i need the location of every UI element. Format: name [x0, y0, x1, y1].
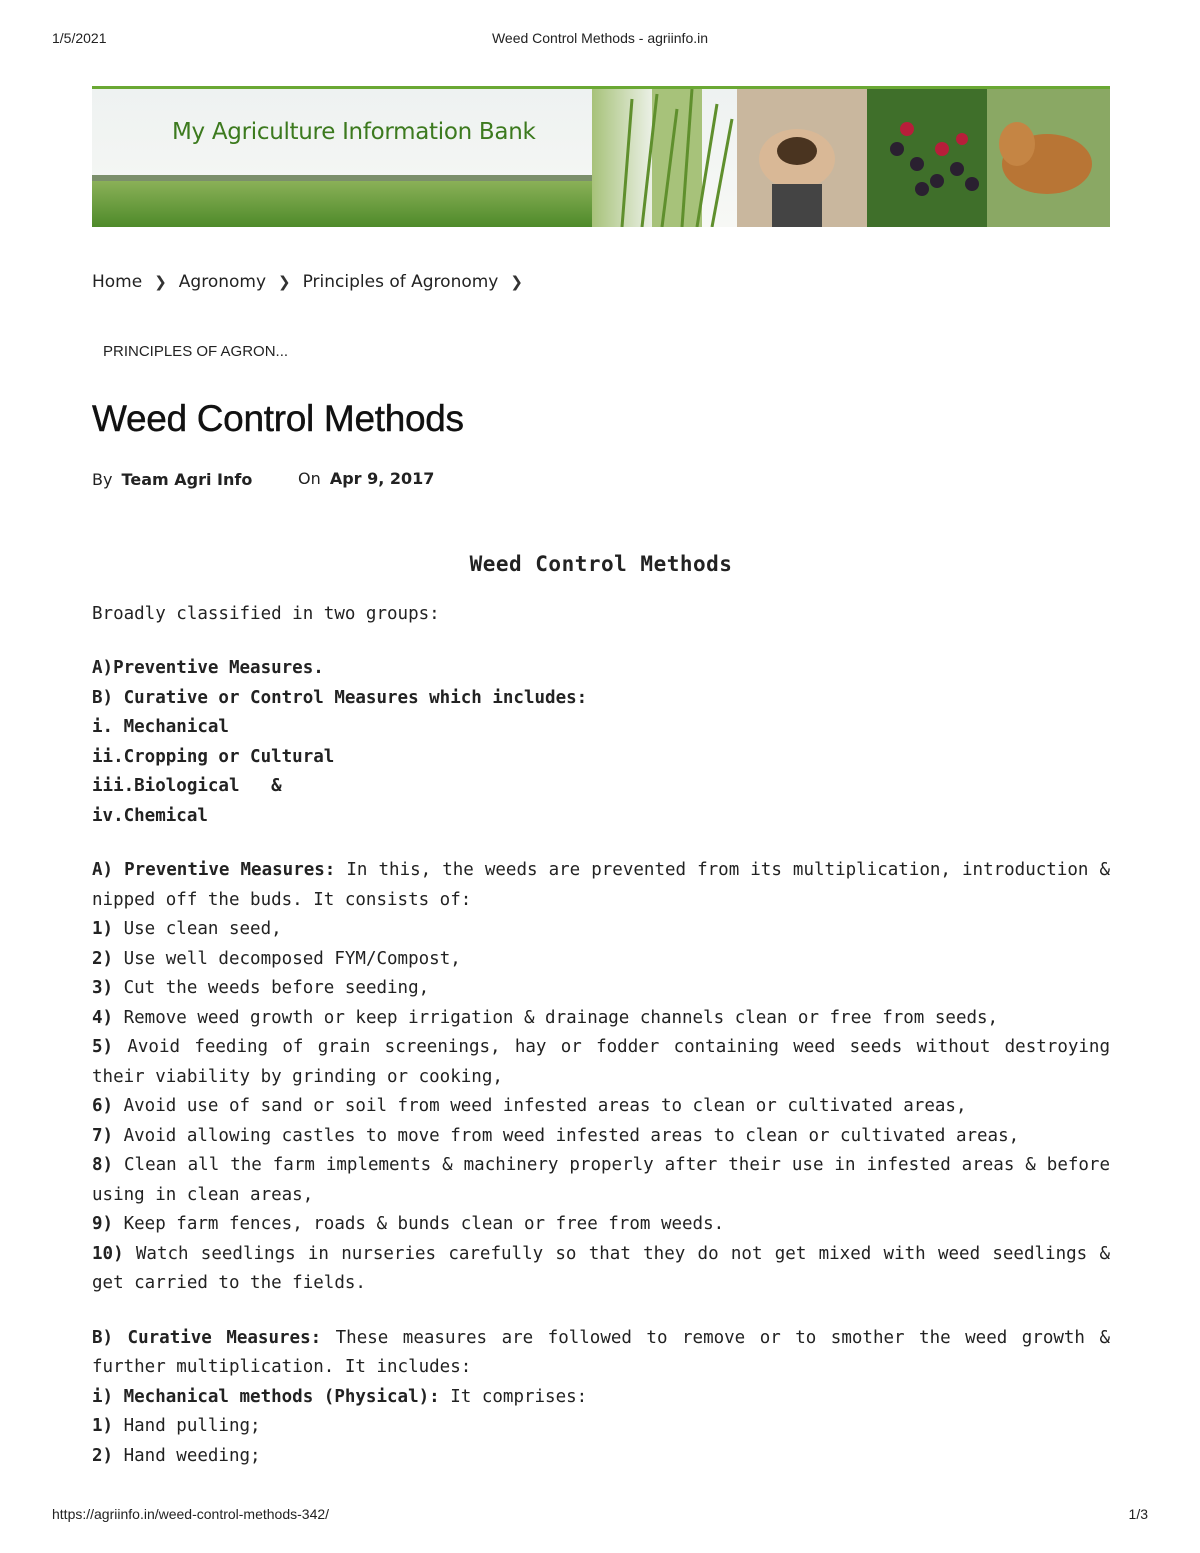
site-title: My Agriculture Information Bank	[172, 119, 536, 145]
list-item	[92, 1033, 1110, 1092]
item-number: 3)	[92, 978, 114, 998]
list-item	[92, 1412, 1110, 1442]
mechanical-text: It comprises:	[439, 1386, 588, 1407]
content-heading: Weed Control Methods	[469, 552, 733, 576]
item-text: Cut the weeds before seeding,	[113, 978, 430, 998]
item-text: Keep farm fences, roads & bunds clean or free from weeds.	[113, 1214, 725, 1234]
curative-paragraph	[92, 1324, 1110, 1383]
item-number: 2)	[92, 948, 114, 969]
publish-date-block	[298, 469, 434, 488]
on-label: On	[298, 469, 321, 488]
breadcrumb	[92, 272, 535, 292]
list-item	[92, 1240, 1110, 1299]
list-item	[92, 1151, 1110, 1210]
item-number: 5)	[92, 1037, 114, 1057]
page-title: Weed Control Methods	[92, 398, 464, 439]
list-item	[92, 1122, 1110, 1152]
item-text: Remove weed growth or keep irrigation & drainage channels clean or free from seeds,	[113, 1007, 999, 1028]
item-number: 6)	[92, 1096, 114, 1116]
chevron-right-icon: ❯	[510, 273, 523, 291]
curative-label: B) Curative Measures:	[92, 1327, 322, 1348]
article-content	[92, 550, 1110, 1471]
item-text: Use clean seed,	[113, 919, 282, 939]
item-number: 1)	[92, 1416, 114, 1436]
item-text: Avoid feeding of grain screenings, hay or fodder containing weed seeds without destroying their viability by grinding or cooking,	[92, 1037, 1110, 1087]
category-tag[interactable]: PRINCIPLES OF AGRON...	[103, 343, 289, 360]
item-number: 7)	[92, 1125, 114, 1146]
item-text: Avoid use of sand or soil from weed infested areas to clean or cultivated areas,	[113, 1096, 967, 1116]
curative-text: These measures are followed to remove or to smother the weed growth & further multiplication. It includes:	[92, 1327, 1110, 1377]
list-item	[92, 915, 1110, 945]
site-banner[interactable]	[92, 86, 1110, 227]
item-number: 4)	[92, 1007, 114, 1028]
list-item	[92, 974, 1110, 1004]
page-url: https://agriinfo.in/weed-control-methods-342/	[52, 1506, 330, 1522]
intro-text: Broadly classified in two groups:	[92, 603, 440, 624]
preventive-text: In this, the weeds are prevented from its multiplication, introduction & nipped off the buds. It consists of:	[92, 860, 1111, 910]
list-item	[92, 1442, 1110, 1472]
preventive-label: A) Preventive Measures:	[92, 860, 336, 880]
item-number: 1)	[92, 919, 114, 939]
breadcrumb-principles-of-agronomy[interactable]: Principles of Agronomy	[302, 272, 499, 292]
article-byline	[92, 469, 435, 489]
print-date: 1/5/2021	[52, 30, 107, 46]
breadcrumb-home[interactable]: Home	[92, 272, 143, 292]
group-item: iv.Chemical	[92, 805, 208, 826]
page-number: 1/3	[1128, 1506, 1148, 1522]
mechanical-paragraph	[92, 1383, 1110, 1413]
print-header	[0, 30, 1200, 50]
list-item	[92, 945, 1110, 975]
list-item	[92, 1092, 1110, 1122]
print-page-title: Weed Control Methods - agriinfo.in	[491, 30, 709, 46]
group-item: iii.Biological &	[92, 776, 282, 796]
item-text: Clean all the farm implements & machinery properly after their use in infested areas & before using in clean areas,	[92, 1155, 1110, 1205]
preventive-paragraph	[92, 856, 1110, 915]
print-footer	[0, 1506, 1200, 1526]
publish-date: Apr 9, 2017	[329, 469, 435, 488]
item-number: 9)	[92, 1214, 114, 1234]
group-item: ii.Cropping or Cultural	[92, 746, 335, 767]
item-number: 8)	[92, 1155, 114, 1175]
list-item	[92, 1004, 1110, 1034]
breadcrumb-agronomy[interactable]: Agronomy	[178, 272, 267, 292]
author-link[interactable]: Team Agri Info	[121, 470, 253, 489]
chevron-right-icon: ❯	[154, 273, 167, 291]
list-item	[92, 1210, 1110, 1240]
item-text: Hand pulling;	[113, 1416, 261, 1436]
item-number: 10)	[92, 1243, 124, 1264]
banner-image	[92, 89, 1110, 227]
group-item: A)Preventive Measures.	[92, 658, 324, 678]
group-item: i. Mechanical	[92, 717, 229, 737]
by-label: By	[92, 470, 113, 489]
mechanical-label: i) Mechanical methods (Physical):	[92, 1386, 440, 1407]
chevron-right-icon: ❯	[278, 273, 291, 291]
item-text: Avoid allowing castles to move from weed infested areas to clean or cultivated areas,	[113, 1125, 1020, 1146]
item-number: 2)	[92, 1445, 114, 1466]
item-text: Hand weeding;	[113, 1445, 261, 1466]
item-text: Use well decomposed FYM/Compost,	[113, 948, 461, 969]
item-text: Watch seedlings in nurseries carefully so that they do not get mixed with weed seedlings & get carried to the fields.	[92, 1243, 1110, 1293]
group-item: B) Curative or Control Measures which includes:	[92, 687, 588, 708]
